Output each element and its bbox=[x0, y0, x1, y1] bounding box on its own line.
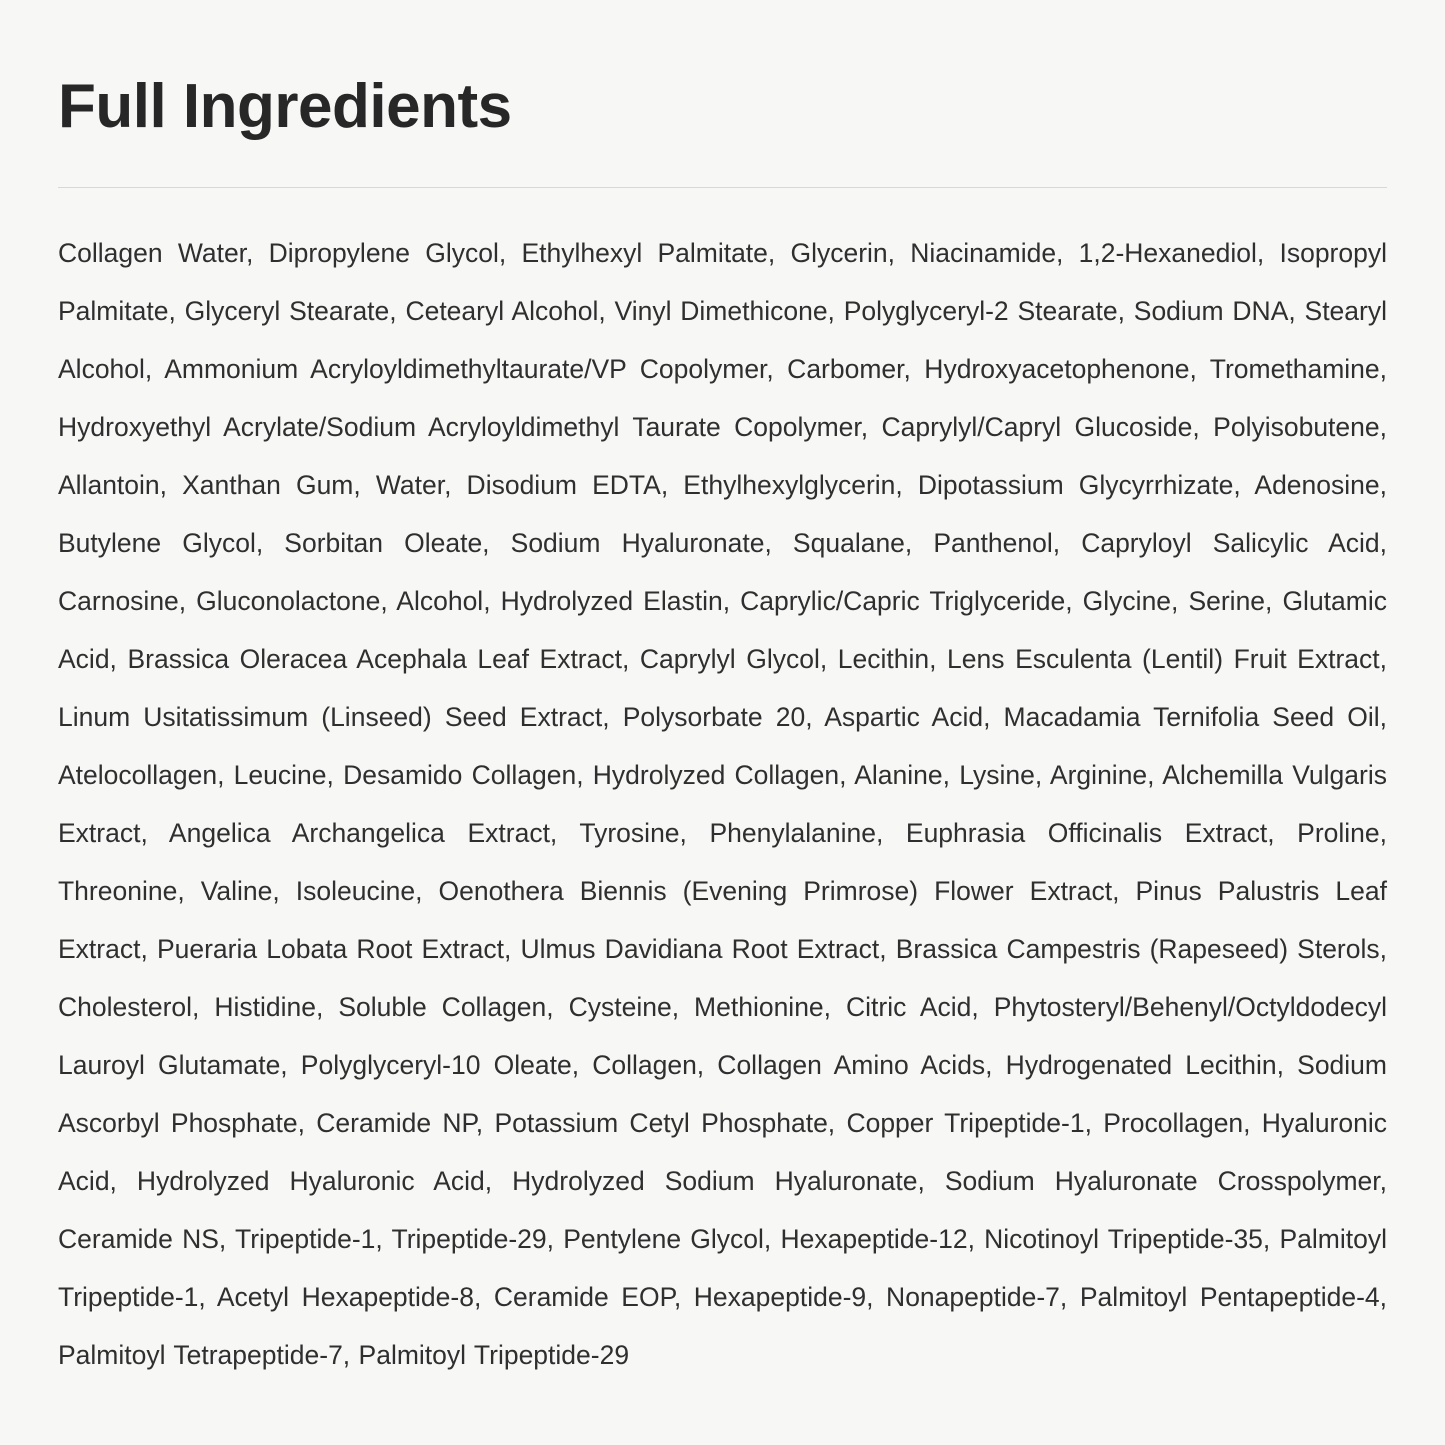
title-divider bbox=[58, 187, 1387, 188]
page-title: Full Ingredients bbox=[58, 72, 512, 141]
ingredients-list-text: Collagen Water, Dipropylene Glycol, Ethylhexyl Palmitate, Glycerin, Niacinamide, 1,2-Hexanediol, Isopropyl Palmitate, Glyceryl Stearate, Cetearyl Alcohol, Vinyl Dimethicone, Polyglyceryl-2 Stearate, Sodium DNA, Stearyl Alcohol, Ammonium Acryloyldimethyltaurate/VP Copolymer, Carbomer, Hydroxyacetophenone, Tromethamine, Hydroxyethyl Acrylate/Sodium Acryloyldimethyl Taurate Copolymer, Caprylyl/Capryl Glucoside, Polyisobutene, Allantoin, Xanthan Gum, Water, Disodium EDTA, Ethylhexylglycerin, Dipotassium Glycyrrhizate, Adenosine, Butylene Glycol, Sorbitan Oleate, Sodium Hyaluronate, Squalane, Panthenol, Capryloyl Salicylic Acid, Carnosine, Gluconolactone, Alcohol, Hydrolyzed Elastin, Caprylic/Capric Triglyceride, Glycine, Serine, Glutamic Acid, Brassica Oleracea Acephala Leaf Extract, Caprylyl Glycol, Lecithin, Lens Esculenta (Lentil) Fruit Extract, Linum Usitatissimum (Linseed) Seed Extract, Polysorbate 20, Aspartic Acid, Macadamia Ternifolia Seed Oil, Atelocollagen, Leucine, Desamido Collagen, Hydrolyzed Collagen, Alanine, Lysine, Arginine, Alchemilla Vulgaris Extract, Angelica Archangelica Extract, Tyrosine, Phenylalanine, Euphrasia Officinalis Extract, Proline, Threonine, Valine, Isoleucine, Oenothera Biennis (Evening Primrose) Flower Extract, Pinus Palustris Leaf Extract, Pueraria Lobata Root Extract, Ulmus Davidiana Root Extract, Brassica Campestris (Rapeseed) Sterols, Cholesterol, Histidine, Soluble Collagen, Cysteine, Methionine, Citric Acid, Phytosteryl/Behenyl/Octyldodecyl Lauroyl Glutamate, Polyglyceryl-10 Oleate, Collagen, Collagen Amino Acids, Hydrogenated Lecithin, Sodium Ascorbyl Phosphate, Ceramide NP, Potassium Cetyl Phosphate, Copper Tripeptide-1, Procollagen, Hyaluronic Acid, Hydrolyzed Hyaluronic Acid, Hydrolyzed Sodium Hyaluronate, Sodium Hyaluronate Crosspolymer, Ceramide NS, Tripeptide-1, Tripeptide-29, Pentylene Glycol, Hexapeptide-12, Nicotinoyl Tripeptide-35, Palmitoyl Tripeptide-1, Acetyl Hexapeptide-8, Ceramide EOP, Hexapeptide-9, Nonapeptide-7, Palmitoyl Pentapeptide-4, Palmitoyl Tetrapeptide-7, Palmitoyl Tripeptide-29 bbox=[58, 238, 1387, 1371]
